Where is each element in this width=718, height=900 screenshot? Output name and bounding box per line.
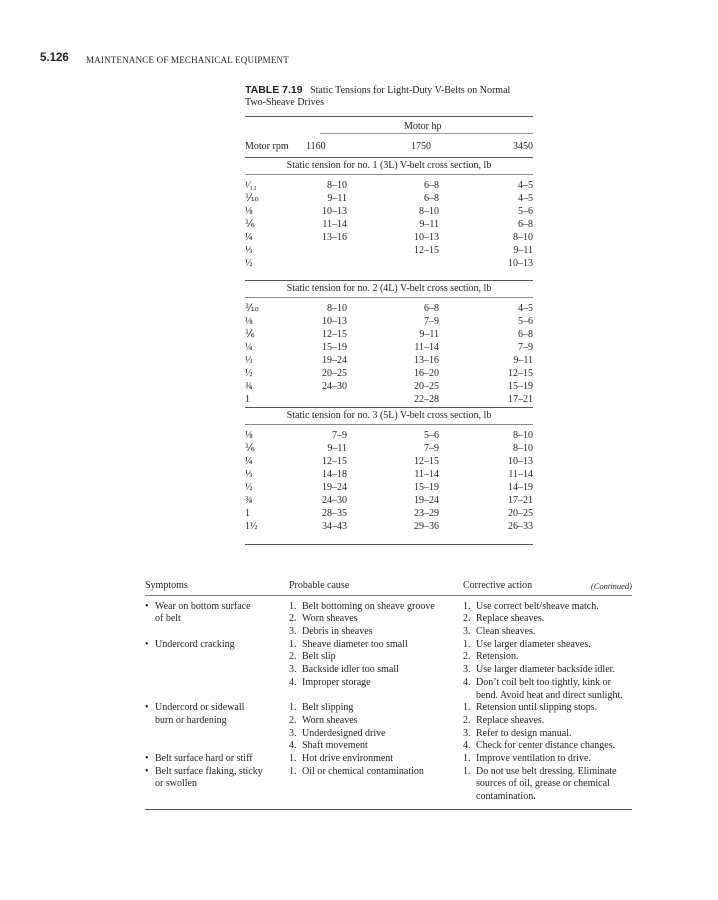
item-number: 3. [289, 727, 297, 739]
action-text: Do not use belt dressing. Eliminate [476, 765, 617, 777]
section-title: Static tension for no. 3 (5L) V-belt cross section, lb [286, 410, 492, 421]
tension-value: 7–9 [518, 342, 533, 353]
cause-item [289, 740, 463, 753]
cause-cell [289, 639, 463, 702]
troubleshooting-row [145, 702, 632, 753]
row-label-hp: ½ [245, 258, 253, 269]
tension-value: 20–25 [414, 381, 439, 392]
cause-cell [289, 766, 463, 804]
col-header-1160: 1160 [306, 141, 326, 152]
group-header-motor-hp: Motor hp [404, 121, 442, 132]
action-item [463, 702, 632, 715]
action-item [463, 601, 632, 614]
cause-item [289, 728, 463, 741]
tension-value: 15–19 [414, 482, 439, 493]
item-number: 3. [463, 727, 471, 739]
header-cause: Probable cause [289, 580, 350, 591]
action-item [463, 791, 632, 804]
table-row [245, 302, 533, 315]
tension-value: 12–15 [414, 245, 439, 256]
table-row [245, 380, 533, 393]
table-row [245, 442, 533, 455]
symptom-line [145, 601, 289, 614]
action-item [463, 728, 632, 741]
action-text: Retension until slipping stops. [476, 702, 598, 714]
symptom-text: Wear on bottom surface [155, 600, 251, 612]
item-number: 1. [289, 600, 297, 612]
table-row [245, 231, 533, 244]
cause-text: Backside idler too small [302, 664, 399, 676]
section-title-rule [245, 174, 533, 175]
section-title: Static tension for no. 1 (3L) V-belt cross section, lb [286, 160, 492, 171]
action-text: Check for center distance changes. [476, 740, 616, 752]
table-row [245, 468, 533, 481]
table-row [245, 179, 533, 192]
troubleshooting-header [145, 580, 632, 593]
tension-value: 13–16 [414, 355, 439, 366]
tension-value: 10–13 [414, 232, 439, 243]
tension-value: 19–24 [322, 482, 347, 493]
row-label-hp: ½ [245, 482, 253, 493]
row-label-hp: ⅙ [245, 443, 255, 454]
row-label-hp: ¾ [245, 495, 253, 506]
row-label-hp: ⅙ [245, 329, 255, 340]
tension-value: 10–13 [322, 316, 347, 327]
symptom-cell [145, 601, 289, 639]
table-row [245, 315, 533, 328]
symptom-text: of belt [155, 613, 181, 625]
tension-value: 5–6 [518, 206, 533, 217]
tension-value: 9–11 [513, 355, 533, 366]
col-header-3450: 3450 [513, 141, 533, 152]
group-header-rule [320, 133, 533, 134]
item-number: 1. [463, 600, 471, 612]
section-rule [245, 407, 533, 408]
section-title: Static tension for no. 2 (4L) V-belt cross section, lb [286, 283, 492, 294]
table-row [245, 218, 533, 231]
col-header-1750: 1750 [411, 141, 431, 152]
tension-value: 10–13 [322, 206, 347, 217]
table-row [245, 257, 533, 270]
action-text: Clean sheaves. [476, 626, 536, 638]
action-item [463, 766, 632, 779]
tension-value: 17–21 [508, 495, 533, 506]
item-number: 4. [289, 676, 297, 688]
symptom-line [145, 639, 289, 652]
row-label-hp: ⅓ [245, 355, 253, 366]
cause-item [289, 626, 463, 639]
action-text: Retension. [476, 651, 519, 663]
action-text: sources of oil, grease or chemical [476, 778, 610, 790]
item-number: 4. [289, 740, 297, 752]
action-item [463, 753, 632, 766]
cause-item [289, 677, 463, 690]
tension-value: 7–9 [332, 430, 347, 441]
tension-value: 8–10 [419, 206, 439, 217]
troubleshooting-row [145, 639, 632, 702]
table-title-line2: Two-Sheave Drives [245, 97, 324, 108]
section-title-rule [245, 297, 533, 298]
tension-value: 11–14 [322, 219, 347, 230]
table-row [245, 341, 533, 354]
col-header-rpm: Motor rpm [245, 141, 289, 152]
row-label-hp: ⅒ [245, 303, 259, 314]
item-number: 2. [289, 613, 297, 625]
tension-value: 20–25 [322, 368, 347, 379]
symptom-text: Belt surface hard or stiff [155, 752, 253, 764]
tension-value: 22–28 [414, 394, 439, 405]
table-row [245, 205, 533, 218]
item-number: 1. [289, 702, 297, 714]
tension-value: 29–36 [414, 521, 439, 532]
tension-value: 7–9 [424, 443, 439, 454]
cause-text: Hot drive environment [302, 752, 394, 764]
cause-text: Underdesigned drive [302, 727, 386, 739]
tension-value: 7–9 [424, 316, 439, 327]
header-action: Corrective action [463, 580, 533, 591]
action-cell [463, 702, 632, 753]
table-caption [245, 84, 510, 96]
tension-value: 12–15 [322, 329, 347, 340]
cause-text: Oil or chemical contamination [302, 765, 424, 777]
tension-value: 9–11 [419, 219, 439, 230]
table-row [245, 244, 533, 257]
tension-value: 6–8 [518, 219, 533, 230]
tension-value: 4–5 [518, 193, 533, 204]
tension-value: 5–6 [424, 430, 439, 441]
cause-cell [289, 601, 463, 639]
cause-text: Belt bottoming on sheave groove [302, 600, 435, 612]
action-text: contamination. [476, 791, 536, 802]
row-label-hp: ⅓ [245, 245, 253, 256]
tension-value: 17–21 [508, 394, 533, 405]
symptom-cell [145, 766, 289, 804]
tension-value: 16–20 [414, 368, 439, 379]
table-row [245, 520, 533, 533]
row-label-hp: 1 [245, 508, 250, 519]
tension-value: 5–6 [518, 316, 533, 327]
symptom-line [145, 753, 289, 766]
action-text: Improve ventilation to drive. [476, 752, 591, 764]
row-label-hp: ¼ [245, 232, 253, 243]
item-number: 1. [463, 752, 471, 764]
action-text: Replace sheaves. [476, 714, 545, 726]
table-bottom-rule [245, 544, 533, 545]
table-row [245, 192, 533, 205]
table-top-rule [245, 116, 533, 117]
tension-value: 19–24 [322, 355, 347, 366]
table-row [245, 494, 533, 507]
cause-item [289, 702, 463, 715]
tension-value: 26–33 [508, 521, 533, 532]
tension-value: 8–10 [327, 303, 347, 314]
troubleshooting-table [145, 580, 632, 810]
row-label-hp: ¼ [245, 342, 253, 353]
action-item [463, 740, 632, 753]
section-title-rule [245, 424, 533, 425]
tension-value: 11–14 [508, 469, 533, 480]
table-row [245, 507, 533, 520]
tension-value: 13–16 [322, 232, 347, 243]
tension-value: 8–10 [513, 443, 533, 454]
action-text: bend. Avoid heat and direct sunlight. [476, 689, 623, 701]
bullet-icon: • [145, 638, 149, 650]
item-number: 1. [463, 765, 471, 777]
symptom-line [145, 715, 289, 728]
spacer [289, 690, 463, 703]
cause-cell [289, 753, 463, 766]
action-item [463, 690, 632, 703]
spacer [289, 778, 463, 791]
action-text: Use correct belt/sheave match. [476, 600, 599, 612]
tension-value: 12–15 [508, 368, 533, 379]
action-item [463, 778, 632, 791]
item-number: 1. [289, 752, 297, 764]
tension-value: 11–14 [414, 469, 439, 480]
item-number: 3. [289, 626, 297, 638]
item-number: 1. [289, 638, 297, 650]
cause-item [289, 601, 463, 614]
table-row [245, 367, 533, 380]
row-label-hp: ⅛ [245, 316, 253, 327]
tension-value: 14–19 [508, 482, 533, 493]
cause-item [289, 664, 463, 677]
item-number [463, 778, 476, 791]
bullet-icon: • [145, 702, 149, 714]
table-row [245, 354, 533, 367]
cause-text: Shaft movement [302, 740, 368, 752]
tension-value: 14–18 [322, 469, 347, 480]
table-row [245, 429, 533, 442]
action-item [463, 613, 632, 626]
spacer [289, 791, 463, 804]
item-number: 1. [463, 702, 471, 714]
cause-text: Belt slipping [302, 702, 354, 714]
row-label-hp: ⅓ [245, 469, 253, 480]
tension-value: 24–30 [322, 495, 347, 506]
action-text: Don’t coil belt too tightly, kink or [476, 676, 611, 688]
item-number: 3. [463, 626, 471, 638]
item-number: 2. [289, 714, 297, 726]
symptom-line [145, 766, 289, 779]
table-row [245, 328, 533, 341]
action-text: Refer to design manual. [476, 727, 572, 739]
tension-value: 24–30 [322, 381, 347, 392]
troubleshooting-row [145, 601, 632, 639]
section-rule [245, 280, 533, 281]
tension-value: 12–15 [414, 456, 439, 467]
tension-value: 10–13 [508, 258, 533, 269]
tension-value: 6–8 [424, 303, 439, 314]
item-number: 2. [463, 651, 471, 663]
row-label-hp: 1½ [245, 521, 258, 532]
tension-value: 11–14 [414, 342, 439, 353]
symptom-line [145, 778, 289, 791]
table-row [245, 481, 533, 494]
tension-value: 9–11 [327, 443, 347, 454]
symptom-line [145, 702, 289, 715]
row-label-hp: ¼ [245, 456, 253, 467]
header-symptoms: Symptoms [145, 580, 188, 591]
tension-value: 8–10 [513, 232, 533, 243]
cause-item [289, 766, 463, 779]
troubleshooting-row [145, 766, 632, 804]
row-label-hp: ⅒ [245, 193, 259, 204]
cause-text: Debris in sheaves [302, 626, 373, 638]
tension-value: 8–10 [327, 180, 347, 191]
item-number: 3. [463, 664, 471, 676]
symptom-text: Undercord or sidewall [155, 702, 245, 714]
item-number: 3. [289, 664, 297, 676]
tension-value: 8–10 [513, 430, 533, 441]
action-text: Replace sheaves. [476, 613, 545, 625]
symptom-line [145, 613, 289, 626]
symptom-text: or swollen [155, 778, 197, 790]
action-item [463, 664, 632, 677]
action-item [463, 626, 632, 639]
action-item [463, 677, 632, 690]
row-label-hp: ⅛ [245, 430, 253, 441]
header-rule [145, 595, 632, 596]
tension-value: 23–29 [414, 508, 439, 519]
symptom-cell [145, 702, 289, 753]
continued-note: (Continued) [590, 581, 632, 591]
tension-value: 12–15 [322, 456, 347, 467]
symptom-text: Belt surface flaking, sticky [155, 765, 263, 777]
tension-value: 34–43 [322, 521, 347, 532]
cause-item [289, 715, 463, 728]
running-header: MAINTENANCE OF MECHANICAL EQUIPMENT [86, 55, 289, 65]
tension-value: 9–11 [513, 245, 533, 256]
cause-text: Worn sheaves [302, 714, 358, 726]
item-number: 2. [289, 651, 297, 663]
tension-value: 20–25 [508, 508, 533, 519]
item-number: 1. [463, 638, 471, 650]
item-number: 4. [463, 740, 471, 752]
row-label-hp: ⅛ [245, 206, 253, 217]
item-number [463, 690, 476, 703]
troubleshooting-row [145, 753, 632, 766]
action-cell [463, 753, 632, 766]
action-cell [463, 601, 632, 639]
tension-value: 9–11 [419, 329, 439, 340]
troubleshooting-body [145, 601, 632, 804]
action-item [463, 651, 632, 664]
row-label-hp: ¾ [245, 381, 253, 392]
table-label: TABLE 7.19 [245, 84, 303, 96]
cause-text: Sheave diameter too small [302, 638, 408, 650]
section-rule [245, 157, 533, 158]
item-number [463, 791, 476, 804]
item-number: 2. [463, 714, 471, 726]
symptom-cell [145, 639, 289, 702]
tension-value: 4–5 [518, 180, 533, 191]
column-header-row [245, 140, 533, 153]
row-label-hp: ¹⁄₁₂ [245, 180, 257, 191]
table-title-line1: Static Tensions for Light-Duty V-Belts on Normal [310, 85, 511, 96]
cause-text: Improper storage [302, 676, 371, 688]
cause-item [289, 753, 463, 766]
action-item [463, 639, 632, 652]
cause-item [289, 639, 463, 652]
row-label-hp: 1 [245, 394, 250, 405]
tension-value: 9–11 [327, 193, 347, 204]
table-row [245, 455, 533, 468]
action-text: Use larger diameter sheaves. [476, 638, 591, 650]
item-number: 1. [289, 765, 297, 777]
tension-value: 6–8 [424, 193, 439, 204]
tension-value: 10–13 [508, 456, 533, 467]
bottom-rule [145, 809, 632, 810]
tension-value: 15–19 [322, 342, 347, 353]
cause-item [289, 613, 463, 626]
tension-value: 15–19 [508, 381, 533, 392]
table-row [245, 393, 533, 406]
item-number: 4. [463, 676, 471, 688]
cause-cell [289, 702, 463, 753]
symptom-cell [145, 753, 289, 766]
symptom-text: Undercord cracking [155, 638, 235, 650]
cause-text: Belt slip [302, 651, 336, 663]
tension-value: 28–35 [322, 508, 347, 519]
bullet-icon: • [145, 765, 149, 777]
page-number: 5.126 [40, 52, 69, 64]
row-label-hp: ⅙ [245, 219, 255, 230]
cause-item [289, 651, 463, 664]
cause-text: Worn sheaves [302, 613, 358, 625]
tension-value: 6–8 [518, 329, 533, 340]
action-cell [463, 639, 632, 702]
row-label-hp: ½ [245, 368, 253, 379]
tension-value: 4–5 [518, 303, 533, 314]
action-item [463, 715, 632, 728]
symptom-text: burn or hardening [155, 714, 227, 726]
tension-value: 19–24 [414, 495, 439, 506]
item-number: 2. [463, 613, 471, 625]
action-text: Use larger diameter backside idler. [476, 664, 615, 676]
bullet-icon: • [145, 752, 149, 764]
action-cell [463, 766, 632, 804]
bullet-icon: • [145, 600, 149, 612]
tension-value: 6–8 [424, 180, 439, 191]
